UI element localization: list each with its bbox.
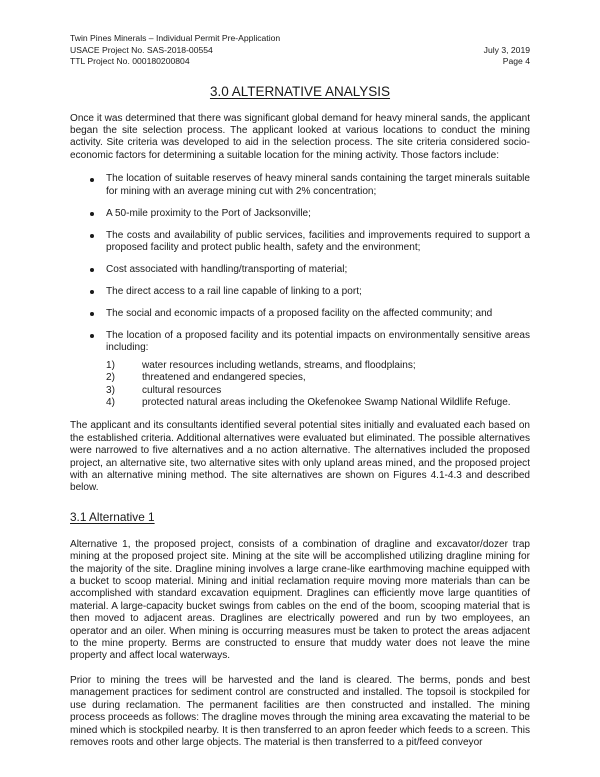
header-project-name: Twin Pines Minerals – Individual Permit Pre-Application: [70, 33, 281, 43]
sub-item-text: threatened and endangered species,: [142, 372, 306, 384]
sub-list-item: [106, 385, 530, 397]
sub-item-number: 4): [106, 396, 115, 408]
header-date: July 3, 2019: [483, 44, 530, 55]
alternatives-paragraph: The applicant and its consultants identified several potential sites initially and evaluated each based on the established criteria. Additional alternatives were evaluated but eliminated. The possible alternatives were narrowed to five alternatives and a no action alternative. The alternatives included the proposed project, an alternative site, two alternative sites with only upland areas mined, and the proposed project with an alternative mining method. The site alternatives are shown on Figures 4.1-4.3 and described below.: [70, 420, 530, 494]
sub-item-text: cultural resources: [142, 384, 222, 396]
sub-item-number: 3): [106, 384, 115, 396]
list-item: A 50-mile proximity to the Port of Jacksonville;: [90, 208, 530, 220]
sensitive-areas-list: [106, 360, 530, 410]
factors-list: [70, 173, 530, 409]
header-ttl-number: TTL Project No. 000180200804: [70, 56, 190, 66]
list-item: The social and economic impacts of a proposed facility on the affected community; and: [90, 308, 530, 320]
mining-process-paragraph: Prior to mining the trees will be harvested and the land is cleared. The berms, ponds and best management practices for sediment control are constructed and installed. The topsoil is stockpiled for use during reclamation. The permanent facilities are then constructed and installed. The mining process proceeds as follows: The dragline moves through the mining area excavating the material to be mined which is stockpiled nearby. It is then transferred to an apron feeder which feeds to a screen. This removes roots and other large objects. The material is then transferred to a pit/feed conveyor: [70, 674, 530, 748]
sub-list-item: [106, 360, 530, 372]
list-item: The location of suitable reserves of heavy mineral sands containing the target minerals suitable for mining with an average mining cut with 2% concentration;: [90, 173, 530, 198]
list-item: The costs and availability of public services, facilities and improvements required to support a proposed facility and protect public health, safety and the environment;: [90, 230, 530, 255]
list-item: [90, 330, 530, 409]
header-usace-number: USACE Project No. SAS-2018-00554: [70, 44, 213, 55]
subsection-heading: 3.1 Alternative 1: [70, 509, 155, 524]
list-item: Cost associated with handling/transporting of material;: [90, 264, 530, 276]
sub-item-number: 2): [106, 372, 115, 384]
sub-item-text: water resources including wetlands, streams, and floodplains;: [142, 359, 416, 371]
header-page-number: Page 4: [502, 56, 530, 66]
sub-item-number: 1): [106, 359, 115, 371]
page-header: [70, 33, 530, 68]
section-title: 3.0 ALTERNATIVE ANALYSIS: [209, 83, 391, 99]
sub-list-item: [106, 397, 530, 409]
alternative-1-paragraph: Alternative 1, the proposed project, consists of a combination of dragline and excavator/dozer trap mining at the proposed project site. Mining at the site will be accomplished utilizing dragline mining for the majority of the site. Dragline mining involves a large crane-like earthmoving machine equipped with a bucket to scoop material. Mining and initial reclamation require moving more materials than can be accomplished with standard excavation equipment. Draglines can efficiently move large quantities of material. A large-capacity bucket swings from cables on the end of the boom, scooping material that is then moved to adjacent areas. Draglines are electrically powered and run by two employees, an operator and an oiler. When mining is occurring measures must be taken to protect the areas adjacent to the mine property. Berms are constructed to ensure that muddy water does not leave the mine property and affect local waterways.: [70, 538, 530, 662]
intro-paragraph: Once it was determined that there was significant global demand for heavy mineral sands, the applicant began the site selection process. The applicant looked at various locations to conduct the mining activity. Site criteria was developed to aid in the selection process. The site criteria considered socio-economic factors for determining a suitable location for the mining activity. Those factors include:: [70, 112, 530, 161]
sub-list-item: [106, 372, 530, 384]
list-item: The direct access to a rail line capable of linking to a port;: [90, 286, 530, 298]
list-item-text: The location of a proposed facility and its potential impacts on environmentally sensitive areas including:: [106, 329, 530, 354]
sub-item-text: protected natural areas including the Okefenokee Swamp National Wildlife Refuge.: [142, 396, 511, 408]
